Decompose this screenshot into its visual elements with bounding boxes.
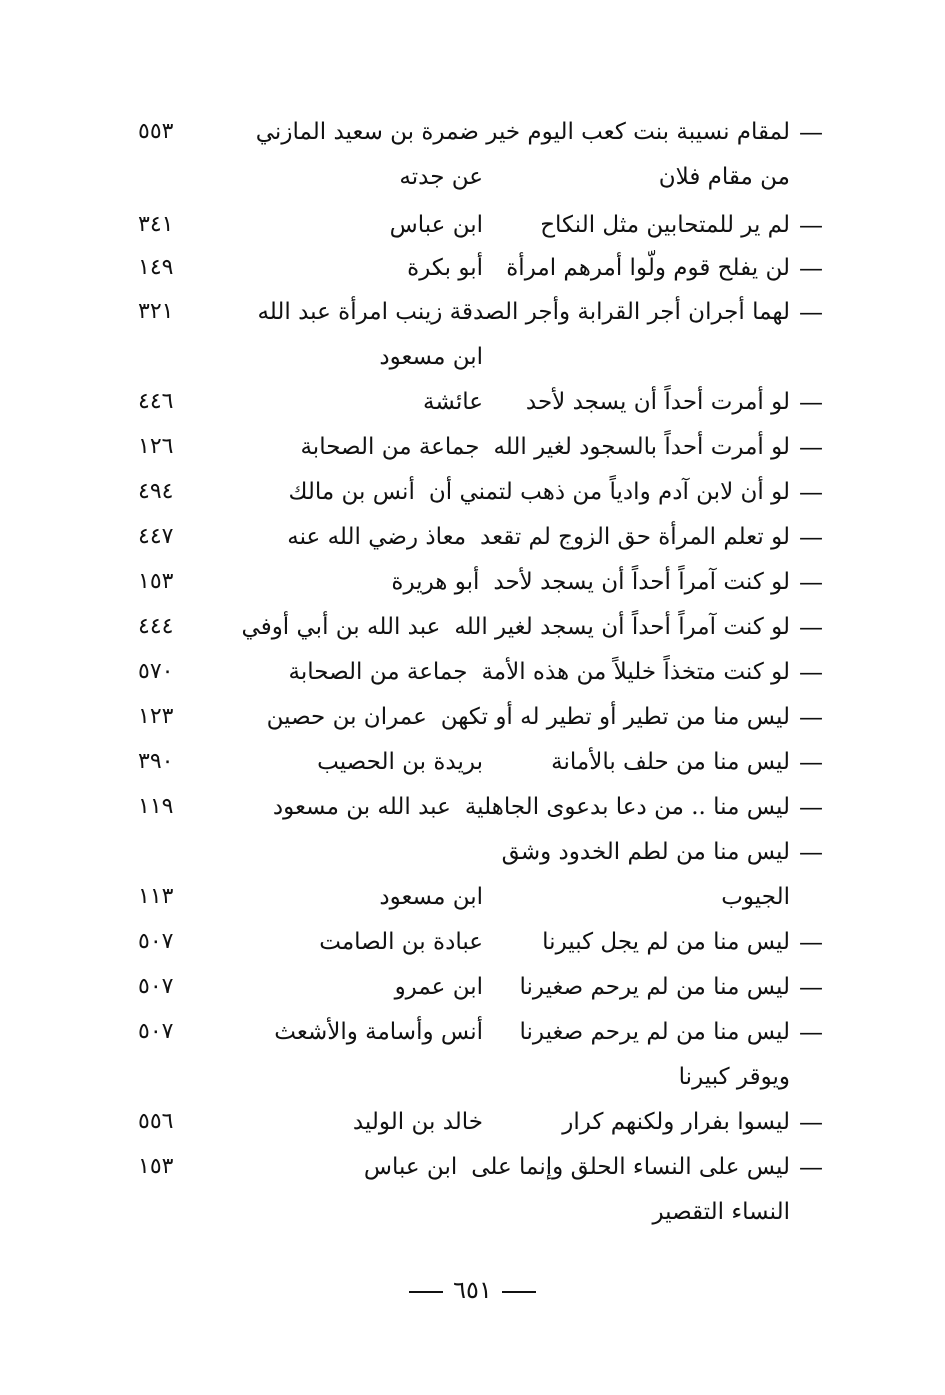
index-entry	[0, 742, 945, 782]
page-reference: ٣٤١	[138, 212, 174, 237]
index-entry	[0, 427, 945, 467]
index-entry	[0, 607, 945, 647]
page-reference: ٤٤٤	[138, 614, 174, 639]
page-reference: ٤٤٦	[138, 389, 174, 414]
entry-dash: —	[799, 298, 823, 326]
narrator-name: عبادة بن الصامت	[319, 929, 483, 955]
narrator-name: عائشة	[423, 389, 483, 415]
entry-dash: —	[799, 478, 823, 506]
page-reference: ٥٧٠	[138, 659, 174, 684]
hadith-text: الجيوب	[721, 884, 790, 910]
narrator-name: أبو بكرة	[407, 255, 483, 281]
entry-dash: —	[799, 613, 823, 641]
page-reference: ٤٩٤	[138, 479, 174, 504]
hadith-text: ليس منا من لطم الخدود وشق	[501, 839, 790, 865]
folio-number: ٦٥١	[453, 1276, 492, 1304]
narrator-name: جماعة من الصحابة	[288, 659, 468, 685]
hadith-text: ليس منا من لم يرحم صغيرنا	[519, 974, 790, 1000]
page-reference: ١١٣	[138, 884, 174, 909]
narrator-name: ابن عباس	[363, 1154, 458, 1180]
hadith-text: لهما أجران أجر القرابة وأجر الصدقة زينب امرأة عبد الله	[257, 299, 790, 325]
entry-dash: —	[799, 388, 823, 416]
hadith-text: لمقام نسيبة بنت كعب اليوم خير ضمرة بن سعيد المازني	[255, 119, 790, 145]
hadith-text: ليس منا من لم يجل كبيرنا	[542, 929, 790, 955]
index-entry	[0, 1057, 945, 1097]
hadith-text: لو كنت متخذاً خليلاً من هذه الأمة	[481, 659, 790, 685]
entry-dash: —	[799, 1153, 823, 1181]
index-entry	[0, 517, 945, 557]
narrator-name: عن جدته	[399, 164, 483, 190]
entry-dash: —	[799, 1018, 823, 1046]
narrator-name: معاذ رضي الله عنه	[287, 524, 467, 550]
entry-dash: —	[799, 211, 823, 239]
narrator-name: عمران بن حصين	[266, 704, 427, 730]
index-entry	[0, 832, 945, 872]
hadith-text: النساء التقصير	[652, 1199, 790, 1225]
narrator-name: أبو هريرة	[391, 569, 480, 595]
index-entry	[0, 112, 945, 152]
hadith-text: لو كنت آمراً أحداً أن يسجد لأحد	[493, 569, 790, 595]
entry-dash: —	[799, 254, 823, 282]
hadith-text: لو كنت آمراً أحداً أن يسجد لغير الله	[454, 614, 790, 640]
entry-dash: —	[799, 523, 823, 551]
page-reference: ٣٢١	[138, 299, 174, 324]
hadith-text: من مقام فلان	[658, 164, 790, 190]
page-reference: ٥٥٦	[138, 1109, 174, 1134]
index-entry	[0, 1192, 945, 1232]
narrator-name: خالد بن الوليد	[352, 1109, 483, 1135]
entry-dash: —	[799, 973, 823, 1001]
index-entry	[0, 1102, 945, 1142]
index-entry	[0, 1147, 945, 1187]
entry-dash: —	[799, 1108, 823, 1136]
entry-dash: —	[799, 568, 823, 596]
narrator-name: عبد الله بن مسعود	[272, 794, 451, 820]
index-entry	[0, 248, 945, 288]
hadith-text: ليس على النساء الحلق وإنما على	[471, 1154, 790, 1180]
narrator-name: أنس بن مالك	[288, 479, 415, 505]
page-reference: ٥٠٧	[138, 974, 174, 999]
index-entry	[0, 292, 945, 332]
hadith-text: ليس منا من لم يرحم صغيرنا	[519, 1019, 790, 1045]
hadith-text: لو تعلم المرأة حق الزوج لم تقعد	[480, 524, 790, 550]
index-entry	[0, 472, 945, 512]
hadith-text: لو أمرت أحداً بالسجود لغير الله	[493, 434, 790, 460]
page-reference: ١٢٣	[138, 704, 174, 729]
narrator-name: جماعة من الصحابة	[300, 434, 480, 460]
hadith-text: لو أن لابن آدم وادياً من ذهب لتمني أن	[428, 479, 790, 505]
index-entry	[0, 1012, 945, 1052]
hadith-text: ويوقر كبيرنا	[678, 1064, 790, 1090]
narrator-name: ابن مسعود	[379, 344, 483, 370]
index-entry	[0, 157, 945, 197]
hadith-text: ليس منا من تطير أو تطير له أو تكهن	[440, 704, 790, 730]
index-entry	[0, 337, 945, 377]
hadith-text: ليسوا بفرار ولكنهم كرار	[562, 1109, 790, 1135]
page-number	[0, 1270, 945, 1310]
entry-dash: —	[799, 118, 823, 146]
hadith-text: ليس منا .. من دعا بدعوى الجاهلية	[464, 794, 790, 820]
page-reference: ٤٤٧	[138, 524, 174, 549]
index-entry	[0, 787, 945, 827]
narrator-name: أنس وأسامة والأشعث	[274, 1019, 483, 1045]
page-reference: ٥٥٣	[138, 119, 174, 144]
narrator-name: ابن مسعود	[379, 884, 483, 910]
folio-dash-left	[502, 1291, 536, 1293]
hadith-text: لو أمرت أحداً أن يسجد لأحد	[525, 389, 790, 415]
page-reference: ٥٠٧	[138, 1019, 174, 1044]
index-entry	[0, 967, 945, 1007]
hadith-text: ليس منا من حلف بالأمانة	[551, 749, 790, 775]
entry-dash: —	[799, 793, 823, 821]
entry-dash: —	[799, 748, 823, 776]
index-entry	[0, 205, 945, 245]
index-entry	[0, 697, 945, 737]
index-entry	[0, 877, 945, 917]
entry-dash: —	[799, 433, 823, 461]
narrator-name: عبد الله بن أبي أوفي	[241, 614, 441, 640]
hadith-text: لن يفلح قوم ولّوا أمرهم امرأة	[506, 255, 790, 281]
entry-dash: —	[799, 838, 823, 866]
page-reference: ١٥٣	[138, 1154, 174, 1179]
index-entry	[0, 922, 945, 962]
page-reference: ١٥٣	[138, 569, 174, 594]
narrator-name: ابن عباس	[389, 212, 483, 238]
index-entry	[0, 382, 945, 422]
entry-dash: —	[799, 703, 823, 731]
narrator-name: بريدة بن الحصيب	[317, 749, 483, 775]
page-reference: ١٢٦	[138, 434, 174, 459]
folio-dash-right	[409, 1291, 443, 1293]
index-entry	[0, 562, 945, 602]
page-reference: ١٤٩	[138, 255, 174, 280]
page-reference: ١١٩	[138, 794, 174, 819]
entry-dash: —	[799, 658, 823, 686]
page-reference: ٣٩٠	[138, 749, 174, 774]
narrator-name: ابن عمرو	[394, 974, 483, 1000]
page-reference: ٥٠٧	[138, 929, 174, 954]
entry-dash: —	[799, 928, 823, 956]
index-entry	[0, 652, 945, 692]
hadith-text: لم ير للمتحابين مثل النكاح	[540, 212, 790, 238]
